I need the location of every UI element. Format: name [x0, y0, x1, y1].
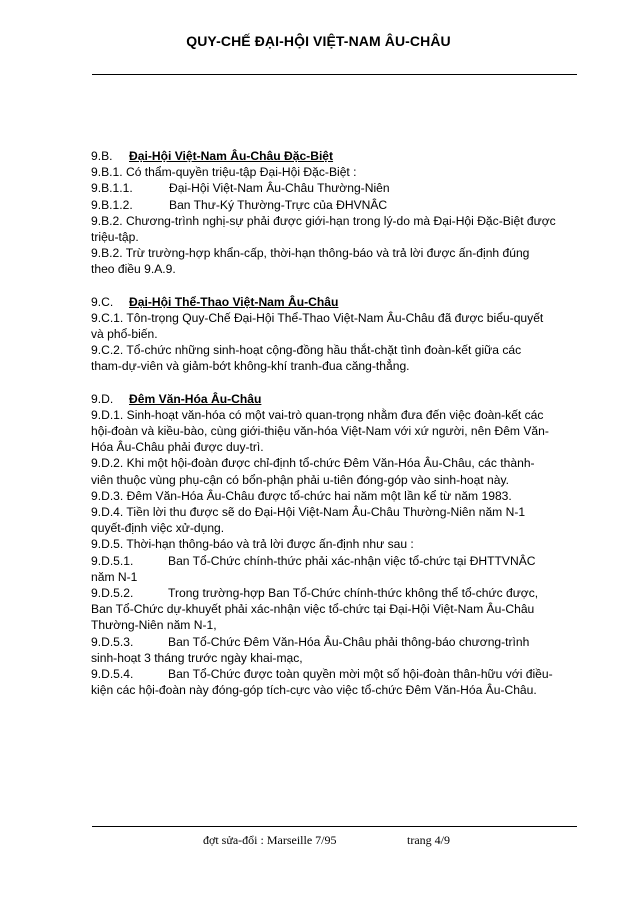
list-item [91, 666, 566, 682]
list-item [91, 553, 566, 569]
footer-divider [92, 826, 577, 827]
section-heading-9d [91, 391, 566, 407]
paragraph-line: quyết-định việc xử-dụng. [91, 521, 225, 536]
item-number: 9.B.1.2. [91, 197, 133, 212]
paragraph-line: 9.D.4. Tiền lời thu được sẽ do Đại-Hội Việt-Nam Âu-Châu Thường-Niên năm N-1 [91, 505, 526, 520]
item-text: Ban Tổ-Chức được toàn quyền mời một số hội-đoàn thân-hữu với điều- [168, 667, 553, 682]
item-number: 9.D.5.1. [91, 553, 134, 568]
page-number: trang 4/9 [407, 833, 450, 847]
paragraph-line: Thường-Niên năm N-1, [91, 618, 217, 633]
section-spacer [91, 278, 566, 294]
item-number: 9.D.5.4. [91, 667, 134, 682]
paragraph-line: tham-dự-viên và giảm-bớt không-khí tranh-đua căng-thẳng. [91, 359, 410, 374]
item-text: Ban Tổ-Chức Đêm Văn-Hóa Âu-Châu phải thông-báo chương-trình [168, 634, 530, 649]
paragraph-line: sinh-hoạt 3 tháng trước ngày khai-mạc, [91, 650, 303, 665]
paragraph-line: triệu-tập. [91, 230, 139, 245]
list-item [91, 634, 566, 650]
section-heading-9b [91, 148, 566, 164]
section-number: 9.B. [91, 149, 113, 163]
item-number: 9.D.5.3. [91, 634, 134, 649]
paragraph-line: 9.B.1. Có thẩm-quyền triệu-tập Đại-Hội Đặc-Biệt : [91, 165, 357, 180]
paragraph-line: 9.B.2. Chương-trình nghị-sự phải được giới-hạn trong lý-do mà Đại-Hội Đặc-Biệt được [91, 213, 556, 228]
paragraph-line: Hóa Âu-Châu phải được duy-trì. [91, 440, 264, 455]
paragraph-line: 9.D.3. Đêm Văn-Hóa Âu-Châu được tổ-chức hai năm một lần kể từ năm 1983. [91, 488, 512, 503]
paragraph-line: hội-đoàn và kiều-bào, cùng giới-thiệu văn-hóa Việt-Nam với xứ người, nên Đêm Văn- [91, 424, 549, 439]
item-text: Trong trường-hợp Ban Tổ-Chức chính-thức không thể tổ-chức được, [168, 586, 539, 601]
paragraph-line: 9.C.2. Tổ-chức những sinh-hoạt cộng-đồng hầu thắt-chặt tình đoàn-kết giữa các [91, 343, 522, 358]
document-body [91, 148, 566, 699]
section-title: Đại-Hội Thể-Thao Việt-Nam Âu-Châu [129, 294, 339, 309]
section-number: 9.D. [91, 391, 114, 406]
item-text: Ban Tổ-Chức chính-thức phải xác-nhận việc tổ-chức tại ĐHTTVNÂC [168, 553, 536, 568]
paragraph-line: và phổ-biến. [91, 327, 158, 342]
item-number: 9.D.5.2. [91, 586, 134, 601]
revision-note: đợt sửa-đổi : Marseille 7/95 [203, 833, 337, 847]
section-title: Đêm Văn-Hóa Âu-Châu [129, 391, 262, 406]
paragraph-line: viên thuộc vùng phụ-cận có bổn-phận phải u-tiên đóng-góp vào sinh-hoạt này. [91, 472, 509, 487]
item-text: Đại-Hội Việt-Nam Âu-Châu Thường-Niên [169, 181, 390, 196]
paragraph-line: năm N-1 [91, 569, 138, 584]
header-divider [92, 74, 577, 75]
section-heading-9c [91, 294, 566, 310]
item-number: 9.B.1.1. [91, 181, 133, 196]
paragraph-line: 9.D.1. Sinh-hoạt văn-hóa có một vai-trò quan-trọng nhằm đưa đến việc đoàn-kết các [91, 407, 544, 422]
item-text: Ban Thư-Ký Thường-Trực của ĐHVNÂC [169, 197, 388, 212]
paragraph-line: theo điều 9.A.9. [91, 262, 176, 277]
paragraph-line: 9.D.2. Khi một hội-đoàn được chỉ-định tổ-chức Đêm Văn-Hóa Âu-Châu, các thành- [91, 456, 535, 471]
paragraph-line: 9.C.1. Tôn-trọng Quy-Chế Đại-Hội Thể-Thao Việt-Nam Âu-Châu đã được biểu-quyết [91, 310, 544, 325]
list-item [91, 180, 566, 196]
list-item [91, 197, 566, 213]
paragraph-line: Ban Tổ-Chức dự-khuyết phải xác-nhận việc tổ-chức tại Đại-Hội Việt-Nam Âu-Châu [91, 602, 535, 617]
list-item [91, 585, 566, 601]
section-spacer [91, 375, 566, 391]
page-header-title: QUY-CHẾ ĐẠI-HỘI VIỆT-NAM ÂU-CHÂU [186, 33, 451, 49]
paragraph-line: 9.B.2. Trừ trường-hợp khẩn-cấp, thời-hạn thông-báo và trả lời được ấn-định đúng [91, 246, 530, 261]
paragraph-line: kiện các hội-đoàn này đóng-góp tích-cực vào việc tổ-chức Đêm Văn-Hóa Âu-Châu. [91, 683, 537, 698]
paragraph-line: 9.D.5. Thời-hạn thông-báo và trả lời được ấn-định như sau : [91, 537, 414, 552]
section-number: 9.C. [91, 294, 114, 309]
section-title: Đại-Hội Việt-Nam Âu-Châu Đặc-Biệt [129, 149, 334, 163]
